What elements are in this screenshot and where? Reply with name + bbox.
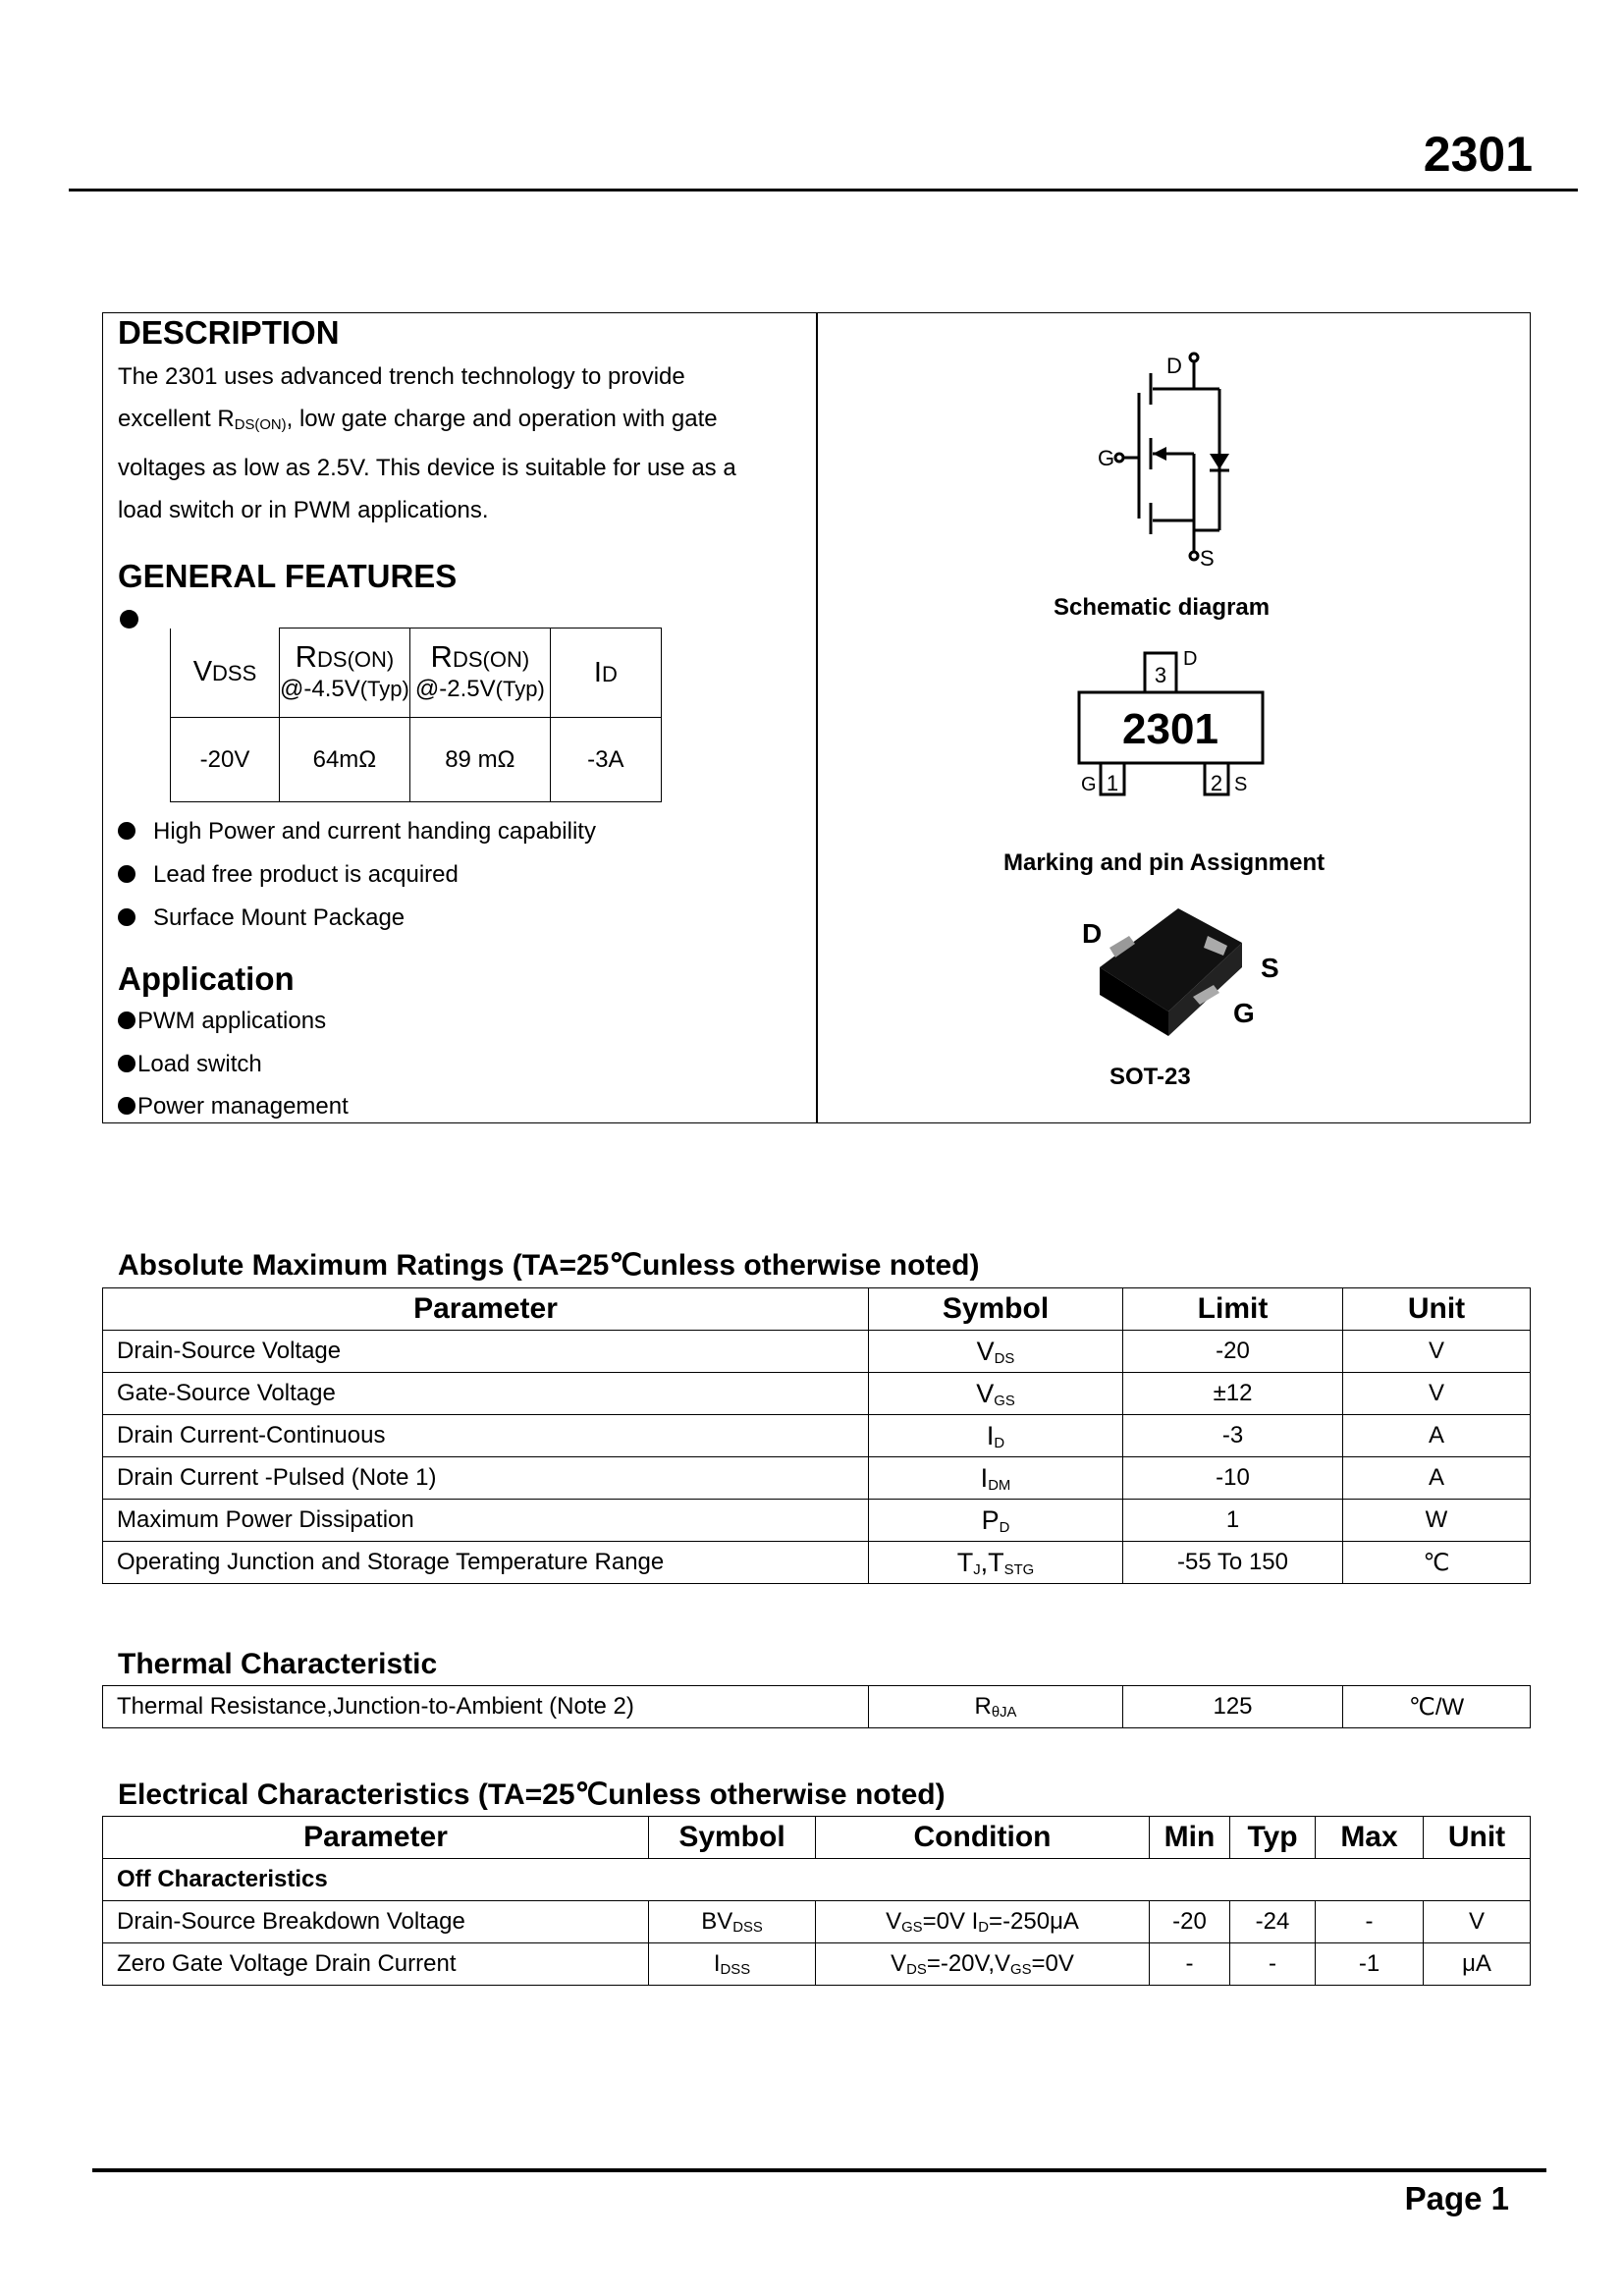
part-number-heading: 2301 <box>1423 127 1533 182</box>
marking-diagram-icon <box>1065 643 1281 825</box>
unit-cell: A <box>1343 1415 1531 1457</box>
bullet-icon <box>118 1097 135 1115</box>
value-rds-45: 64mΩ <box>280 718 410 802</box>
param-cell: Drain-Source Voltage <box>103 1331 869 1373</box>
schematic-d-label: D <box>1166 354 1182 378</box>
application-item <box>118 1093 349 1121</box>
subscript: DS(ON) <box>234 416 287 433</box>
limit-cell: -3 <box>1123 1415 1343 1457</box>
param-cell: Gate-Source Voltage <box>103 1373 869 1415</box>
unit-cell: μA <box>1424 1943 1531 1986</box>
symbol-cell: $BV_{DSS}$ <box>649 1901 816 1943</box>
header-rds-25: RDS(ON) @-2.5V(Typ) <box>409 629 550 718</box>
limit-cell: ±12 <box>1123 1373 1343 1415</box>
svg-text:S: S <box>1234 774 1248 795</box>
table-row <box>103 1686 1531 1728</box>
application-text: PWM applications <box>137 1008 327 1034</box>
description-text <box>118 355 736 531</box>
column-header: Min <box>1150 1817 1230 1859</box>
description-line: voltages as low as 2.5V. This device is suitable for use as a <box>118 454 736 481</box>
column-header: Max <box>1316 1817 1424 1859</box>
bullet-icon <box>118 865 135 883</box>
application-item <box>118 1008 326 1035</box>
header-vdss: VDSS <box>171 629 280 718</box>
header-rds-45: RDS(ON) @-4.5V(Typ) <box>280 629 410 718</box>
param-cell: Maximum Power Dissipation <box>103 1500 869 1542</box>
symbol-cell: $I_D$ <box>869 1415 1123 1457</box>
svg-text:1: 1 <box>1106 771 1119 795</box>
text: excellent R <box>118 406 235 432</box>
application-text: Load switch <box>137 1051 262 1077</box>
mosfet-schematic-icon <box>1080 344 1276 579</box>
application-text: Power management <box>137 1093 349 1120</box>
schematic-caption: Schematic diagram <box>1054 594 1271 621</box>
typ-cell: - <box>1230 1943 1316 1986</box>
typ-cell: -24 <box>1230 1901 1316 1943</box>
bullet-icon <box>118 1011 135 1029</box>
unit-cell: ℃/W <box>1343 1686 1531 1728</box>
feature-item <box>118 818 596 846</box>
min-cell: - <box>1150 1943 1230 1986</box>
value-id: -3A <box>550 718 661 802</box>
param-cell: Drain Current-Continuous <box>103 1415 869 1457</box>
package-caption: SOT-23 <box>1109 1064 1191 1090</box>
min-cell: -20 <box>1150 1901 1230 1943</box>
feature-text: Surface Mount Package <box>153 904 406 931</box>
symbol-cell: $R_{\theta JA}$ <box>869 1686 1123 1728</box>
column-header: Condition <box>816 1817 1150 1859</box>
bullet-icon <box>120 610 138 629</box>
sot23-package-icon <box>1070 889 1306 1056</box>
table-group-row <box>103 1859 1531 1901</box>
value-cell: 125 <box>1123 1686 1343 1728</box>
abs-max-table <box>102 1287 1531 1584</box>
svg-text:2: 2 <box>1210 771 1223 795</box>
param-cell: Drain Current -Pulsed (Note 1) <box>103 1457 869 1500</box>
table-row <box>103 1500 1531 1542</box>
param-cell: Zero Gate Voltage Drain Current <box>103 1943 649 1986</box>
table-row <box>103 1415 1531 1457</box>
symbol-cell: $I_{DSS}$ <box>649 1943 816 1986</box>
max-cell: -1 <box>1316 1943 1424 1986</box>
symbol-cell: $V_{GS}$ <box>869 1373 1123 1415</box>
schematic-s-label: S <box>1200 546 1215 571</box>
param-cell: Operating Junction and Storage Temperature Range <box>103 1542 869 1584</box>
footer-rule <box>92 2168 1546 2172</box>
marking-caption: Marking and pin Assignment <box>1003 849 1325 876</box>
unit-cell: V <box>1343 1331 1531 1373</box>
column-header: Limit <box>1123 1288 1343 1331</box>
overview-divider <box>816 312 818 1123</box>
column-header: Typ <box>1230 1817 1316 1859</box>
unit-cell: V <box>1424 1901 1531 1943</box>
text: , low gate charge and operation with gate <box>286 406 718 432</box>
max-cell: - <box>1316 1901 1424 1943</box>
symbol-cell: $T_J,T_{STG}$ <box>869 1542 1123 1584</box>
unit-cell: V <box>1343 1373 1531 1415</box>
column-header: Symbol <box>869 1288 1123 1331</box>
svg-text:G: G <box>1081 774 1097 795</box>
description-title: DESCRIPTION <box>118 314 340 351</box>
svg-text:3: 3 <box>1154 663 1167 687</box>
table-row <box>103 1331 1531 1373</box>
feature-item <box>118 904 405 932</box>
bullet-icon <box>118 908 135 926</box>
abs-max-title: Absolute Maximum Ratings (TA=25℃unless otherwise noted) <box>118 1249 980 1282</box>
table-row <box>103 1373 1531 1415</box>
header-rule <box>69 189 1578 191</box>
table-row <box>103 1457 1531 1500</box>
value-vdss: -20V <box>171 718 280 802</box>
table-row <box>103 1943 1531 1986</box>
thermal-table <box>102 1685 1531 1728</box>
bullet-icon <box>118 822 135 840</box>
symbol-cell: $V_{DS}$ <box>869 1331 1123 1373</box>
unit-cell: A <box>1343 1457 1531 1500</box>
feature-text: High Power and current handing capability <box>153 818 596 845</box>
features-table <box>170 628 662 802</box>
param-cell: Drain-Source Breakdown Voltage <box>103 1901 649 1943</box>
condition-cell: $V_{GS}=0V$ $I_D=-250\mu A$ <box>816 1901 1150 1943</box>
limit-cell: -20 <box>1123 1331 1343 1373</box>
column-header: Unit <box>1343 1288 1531 1331</box>
table-row <box>103 1901 1531 1943</box>
value-rds-25: 89 mΩ <box>409 718 550 802</box>
electrical-table <box>102 1816 1531 1986</box>
bullet-icon <box>118 1055 135 1072</box>
svg-text:D: D <box>1082 918 1103 949</box>
description-line: load switch or in PWM applications. <box>118 496 489 523</box>
features-title: GENERAL FEATURES <box>118 558 458 594</box>
limit-cell: -55 To 150 <box>1123 1542 1343 1584</box>
column-header: Parameter <box>103 1817 649 1859</box>
limit-cell: 1 <box>1123 1500 1343 1542</box>
thermal-title: Thermal Characteristic <box>118 1648 438 1680</box>
param-cell: Thermal Resistance,Junction-to-Ambient (Note 2) <box>103 1686 869 1728</box>
unit-cell: ℃ <box>1343 1542 1531 1584</box>
feature-text: Lead free product is acquired <box>153 861 459 888</box>
svg-text:G: G <box>1233 998 1255 1028</box>
symbol-cell: $I_{DM}$ <box>869 1457 1123 1500</box>
electrical-title: Electrical Characteristics (TA=25℃unless otherwise noted) <box>118 1778 946 1811</box>
page-number: Page 1 <box>1404 2180 1509 2216</box>
header-id: ID <box>550 629 661 718</box>
svg-text:D: D <box>1183 648 1198 670</box>
schematic-g-label: G <box>1098 446 1115 470</box>
column-header: Parameter <box>103 1288 869 1331</box>
condition-cell: $V_{DS}=-20V,V_{GS}=0V$ <box>816 1943 1150 1986</box>
column-header: Unit <box>1424 1817 1531 1859</box>
description-line: The 2301 uses advanced trench technology to provide <box>118 363 685 390</box>
unit-cell: W <box>1343 1500 1531 1542</box>
table-row <box>103 1542 1531 1584</box>
limit-cell: -10 <box>1123 1457 1343 1500</box>
column-header: Symbol <box>649 1817 816 1859</box>
description-line <box>118 398 736 447</box>
application-item <box>118 1051 262 1078</box>
marking-text: 2301 <box>1122 705 1218 753</box>
group-label: Off Characteristics <box>103 1859 1531 1901</box>
application-title: Application <box>118 960 295 997</box>
symbol-cell: $P_D$ <box>869 1500 1123 1542</box>
feature-item <box>118 861 459 889</box>
svg-text:S: S <box>1261 953 1279 983</box>
